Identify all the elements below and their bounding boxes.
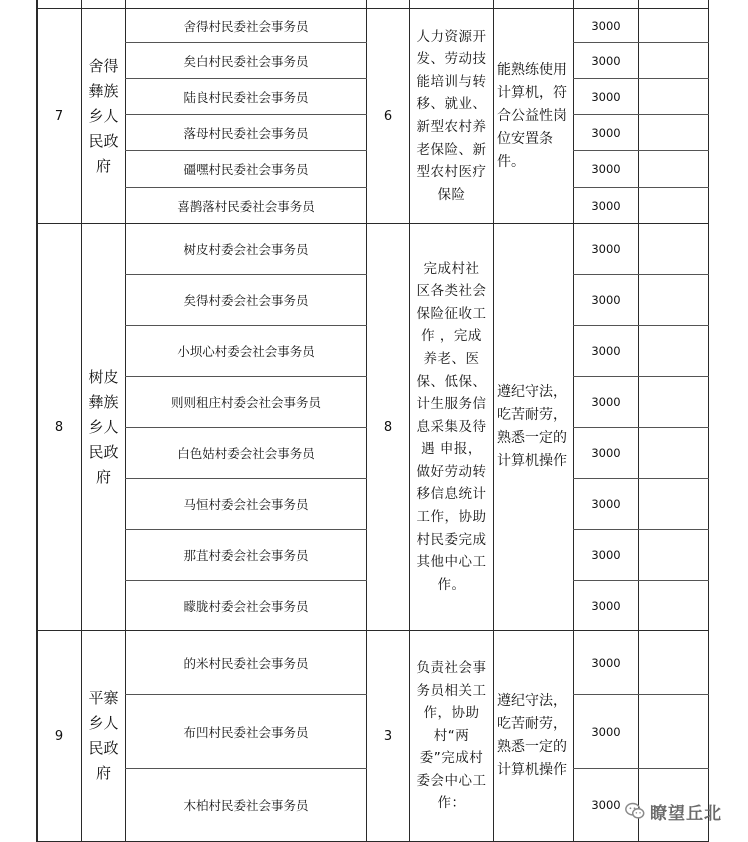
post-salary: 3000	[591, 598, 621, 613]
post-name: 的米村民委社会事务员	[183, 655, 309, 671]
post-duty: 负责社会事 务员相关工 作，协助 村“两 委”完成村 委会中心工 作：	[416, 659, 487, 812]
post-name: 矣得村委会社会事务员	[183, 293, 309, 308]
post-salary: 3000	[591, 798, 621, 812]
org-name: 树皮 彝族 乡人 民政 府	[88, 367, 119, 486]
group-index: 9	[54, 728, 64, 744]
watermark-text: 瞭望丘北	[650, 803, 722, 824]
post-name: 矇胧村委会社会事务员	[183, 598, 309, 614]
post-count: 3	[383, 728, 393, 744]
post-name: 舍得村民委社会事务员	[183, 18, 309, 34]
post-salary: 3000	[591, 497, 621, 511]
post-name: 布凹村民委社会事务员	[183, 724, 309, 740]
post-salary: 3000	[591, 344, 621, 358]
post-salary: 3000	[591, 125, 621, 140]
post-salary: 3000	[591, 655, 621, 670]
post-count: 6	[383, 108, 393, 124]
post-name: 陆良村民委社会事务员	[183, 89, 309, 105]
post-name: 喜鹊落村民委社会事务员	[177, 198, 315, 214]
post-salary: 3000	[591, 724, 621, 739]
post-duty: 完成村社 区各类社会 保险征收工 作 ，完成 养老、医 保、低保、 计生服务信 息采集及待 遇 申报， 做好劳动转 移信息统计 工作，协助 村民委完成 其他中心工 作。	[416, 260, 487, 593]
post-name: 矣白村民委社会事务员	[183, 53, 309, 69]
post-name: 小坝心村委会社会事务员	[177, 344, 315, 359]
post-name: 礓嘿村民委社会事务员	[183, 162, 309, 177]
group-index: 8	[54, 419, 64, 435]
watermark	[624, 796, 744, 826]
post-salary: 3000	[591, 198, 621, 213]
post-requirement: 遵纪守法， 吃苦耐劳， 熟悉一定的 计算机操作	[497, 693, 567, 778]
org-name: 平寨 乡人 民政 府	[88, 689, 119, 782]
post-name: 白色姑村委会社会事务员	[177, 446, 315, 461]
post-salary: 3000	[591, 548, 621, 562]
post-count: 8	[383, 419, 393, 435]
org-name: 舍得 彝族 乡人 民政 府	[88, 56, 119, 175]
group-index: 7	[54, 108, 64, 124]
post-requirement: 遵纪守法， 吃苦耐劳， 熟悉一定的 计算机操作	[497, 384, 567, 469]
post-name: 树皮村委会社会事务员	[183, 242, 309, 257]
post-salary: 3000	[591, 293, 621, 307]
wechat-icon	[624, 800, 646, 822]
post-salary: 3000	[591, 18, 621, 33]
post-salary: 3000	[591, 395, 621, 409]
table-rule	[638, 0, 639, 841]
post-name: 马恒村委会社会事务员	[183, 497, 309, 512]
post-salary: 3000	[591, 89, 621, 104]
post-salary: 3000	[591, 242, 621, 256]
post-salary: 3000	[591, 53, 621, 68]
post-name: 那苴村委会社会事务员	[183, 548, 309, 563]
post-salary: 3000	[591, 446, 621, 460]
post-salary: 3000	[591, 162, 621, 176]
post-requirement: 能熟练使用 计算机，符 合公益性岗 位安置条 件。	[497, 61, 567, 170]
post-name: 木柏村民委社会事务员	[183, 798, 309, 813]
post-duty: 人力资源开 发、劳动技 能培训与转 移、就业、 新型农村养 老保险、新 型农村医疗 保险	[416, 28, 487, 203]
table-rule	[708, 0, 709, 841]
post-name: 落母村民委社会事务员	[183, 125, 309, 141]
post-name: 则则租庄村委会社会事务员	[170, 395, 321, 410]
